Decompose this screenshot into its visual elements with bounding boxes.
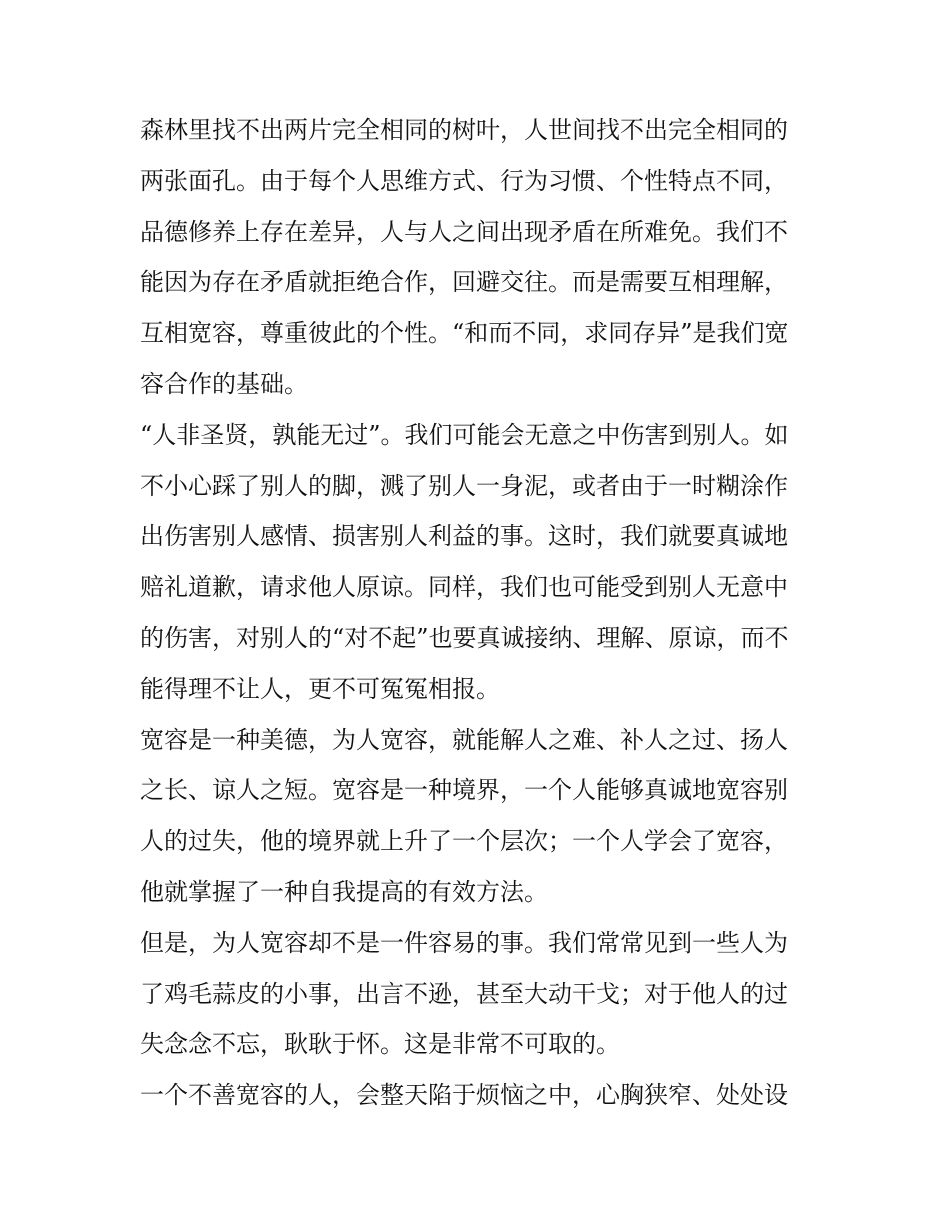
- text-line: 品德修养上存在差异，人与人之间出现矛盾在所难免。我们不: [140, 217, 788, 246]
- text-line: 但是，为人宽容却不是一件容易的事。我们常常见到一些人为: [140, 928, 788, 957]
- text-line: 森林里找不出两片完全相同的树叶，人世间找不出完全相同的: [140, 116, 788, 144]
- text-line: 失念念不忘，耿耿于怀。这是非常不可取的。: [140, 1030, 620, 1059]
- text-line: 人的过失，他的境界就上升了一个层次；一个人学会了宽容，: [140, 827, 788, 856]
- text-line: 宽容是一种美德，为人宽容，就能解人之难、补人之过、扬人: [140, 725, 788, 754]
- text-line: 赔礼道歉，请求他人原谅。同样，我们也可能受到别人无意中: [140, 573, 788, 602]
- text-line: 了鸡毛蒜皮的小事，出言不逊，甚至大动干戈；对于他人的过: [140, 979, 788, 1008]
- text-line: “人非圣贤，孰能无过”。我们可能会无意之中伤害到别人。如: [140, 420, 789, 449]
- text-line: 能得理不让人，更不可冤冤相报。: [140, 674, 500, 703]
- text-line: 两张面孔。由于每个人思维方式、行为习惯、个性特点不同，: [140, 166, 788, 195]
- paragraph-1: [140, 105, 812, 410]
- text-line: 不小心踩了别人的脚，溅了别人一身泥，或者由于一时糊涂作: [140, 471, 788, 500]
- paragraph-2: [140, 410, 812, 715]
- paragraph-5: [140, 1070, 812, 1121]
- text-line: 的伤害，对别人的“对不起”也要真诚接纳、理解、原谅，而不: [140, 623, 789, 652]
- paragraph-4: [140, 918, 812, 1070]
- document-body: [140, 105, 812, 1121]
- text-line: 出伤害别人感情、损害别人利益的事。这时，我们就要真诚地: [140, 522, 788, 551]
- text-line: 能因为存在矛盾就拒绝合作，回避交往。而是需要互相理解，: [140, 268, 788, 297]
- text-line: 一个不善宽容的人，会整天陷于烦恼之中，心胸狭窄、处处设: [140, 1081, 788, 1110]
- text-line: 他就掌握了一种自我提高的有效方法。: [140, 877, 548, 906]
- paragraph-3: [140, 715, 812, 918]
- text-line: 之长、谅人之短。宽容是一种境界，一个人能够真诚地宽容别: [140, 776, 788, 805]
- text-line: 互相宽容，尊重彼此的个性。“和而不同，求同存异”是我们宽: [140, 319, 789, 348]
- text-line: 容合作的基础。: [140, 369, 308, 398]
